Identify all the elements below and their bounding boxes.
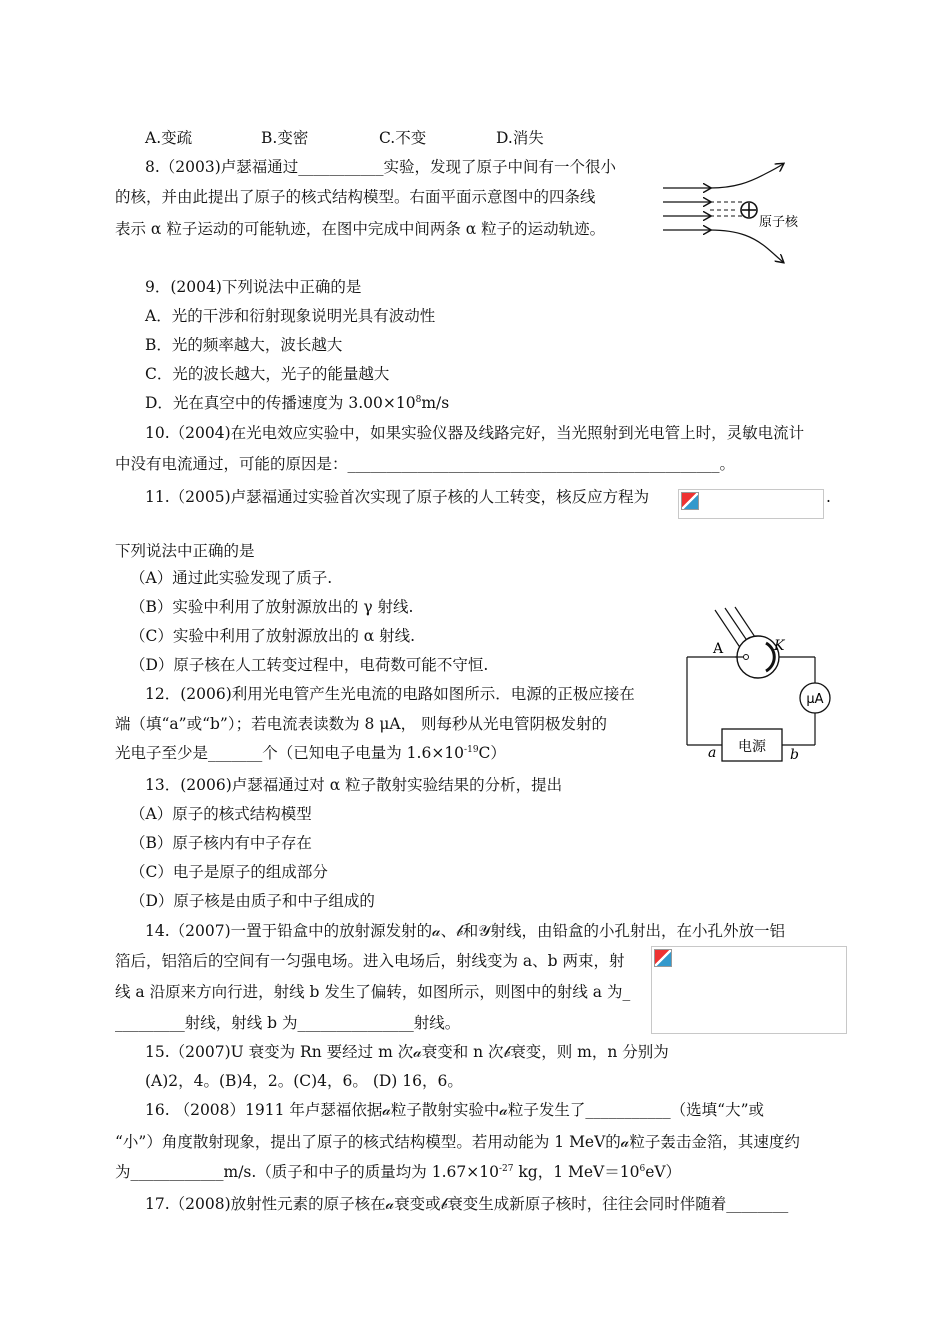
q10-line1: 10.（2004)在光电效应实验中，如果实验仪器及线路完好，当光照射到光电管上时，灵敏电流计 — [145, 424, 805, 442]
alpha-scattering-diagram — [655, 160, 830, 265]
q9-stem: 9．(2004)下列说法中正确的是 — [145, 278, 362, 296]
q16-line1: 16. （2008）1911 年卢瑟福依据𝒶粒子散射实验中𝒶粒子发生了___________（选填“大”或 — [145, 1101, 765, 1119]
q14-line3: 线 a 沿原来方向行进，射线 b 发生了偏转，如图所示，则图中的射线 a 为_ — [115, 983, 631, 1001]
q12-line1: 12．(2006)利用光电管产生光电流的电路如图所示．电源的正极应接在 — [145, 685, 635, 703]
q14-line4: _________射线，射线 b 为_______________射线。 — [115, 1014, 461, 1032]
q7-option-c: C.不变 — [379, 129, 427, 147]
q14-line1: 14.（2007)一置于铅盒中的放射源发射的𝒶、𝒷和𝒴射线，由铅盒的小孔射出，在小孔外放一铝 — [145, 922, 785, 940]
broken-image-icon — [654, 949, 672, 967]
q8-line1: 8.（2003)卢瑟福通过___________实验，发现了原子中间有一个很小 — [145, 158, 617, 176]
q8-line2: 的核，并由此提出了原子的核式结构模型。右面平面示意图中的四条线 — [115, 188, 596, 206]
q9-option-a: A．光的干涉和衍射现象说明光具有波动性 — [145, 307, 436, 325]
broken-image-icon — [681, 492, 699, 510]
anode-label: A — [713, 641, 724, 657]
q7-option-a: A.变疏 — [145, 129, 193, 147]
q13-stem: 13．(2006)卢瑟福通过对 α 粒子散射实验结果的分析，提出 — [145, 776, 563, 794]
terminal-a-label: a — [708, 745, 717, 761]
q9-option-d: D．光在真空中的传播速度为 $3.00\times 10^8m/s$ — [145, 394, 450, 412]
cathode-label: K — [774, 638, 785, 654]
q11-option-a: （A）通过此实验发现了质子. — [130, 569, 333, 587]
q9-option-b: B．光的频率越大，波长越大 — [145, 336, 343, 354]
q13-option-a: （A）原子的核式结构模型 — [130, 805, 312, 823]
q15-line1: 15.（2007)U 衰变为 Rn 要经过 m 次𝒶衰变和 n 次𝒷衰变，则 m，n 分别为 — [145, 1043, 669, 1061]
q9-option-c: C．光的波长越大，光子的能量越大 — [145, 365, 390, 383]
q11-line1-end: . — [826, 488, 831, 506]
q11-option-d: （D）原子核在人工转变过程中，电荷数可能不守恒. — [130, 656, 489, 674]
q15-line2: (A)2，4。(B)4，2。(C)4，6。 (D) 16，6。 — [145, 1072, 463, 1090]
q13-option-b: （B）原子核内有中子存在 — [130, 834, 312, 852]
q17-line1: 17.（2008)放射性元素的原子核在𝒶衰变或𝒷衰变生成新原子核时，往往会同时伴随着________ — [145, 1195, 789, 1213]
nucleus-label: 原子核 — [759, 215, 799, 230]
q12-line2: 端（填“a”或“b”）；若电流表读数为 8 μA， 则每秒从光电管阴极发射的 — [115, 715, 608, 733]
reaction-equation-image — [678, 489, 824, 519]
power-source-label: 电源 — [738, 739, 766, 755]
q11-line1: 11.（2005)卢瑟福通过实验首次实现了原子核的人工转变，核反应方程为 — [145, 488, 650, 506]
q16-line2: “小”）角度散射现象，提出了原子的核式结构模型。若用动能为 1 MeV的𝒶粒子轰击金箔，其速度约 — [115, 1133, 800, 1151]
terminal-b-label: b — [790, 747, 799, 763]
radiation-field-image — [651, 946, 847, 1034]
q7-option-b: B.变密 — [261, 129, 309, 147]
q14-line2: 箔后，铝箔后的空间有一匀强电场。进入电场后，射线变为 a、b 两束，射 — [115, 952, 625, 970]
q11-line2: 下列说法中正确的是 — [115, 542, 255, 560]
microammeter-label: μA — [806, 692, 824, 707]
q8-line3: 表示 α 粒子运动的可能轨迹，在图中完成中间两条 α 粒子的运动轨迹。 — [115, 220, 606, 238]
photoelectric-circuit-diagram — [680, 605, 840, 765]
q7-option-d: D.消失 — [496, 129, 544, 147]
q10-line2: 中没有电流通过，可能的原因是：________________________________________________。 — [115, 455, 736, 473]
q13-option-c: （C）电子是原子的组成部分 — [130, 863, 328, 881]
q11-option-c: （C）实验中利用了放射源放出的 α 射线. — [130, 627, 416, 645]
q13-option-d: （D）原子核是由质子和中子组成的 — [130, 892, 375, 910]
q16-line3: 为____________m/s.（质子和中子的质量均为 $1.67\times 10^{-27}$ kg，1 $MeV=10^6eV$） — [115, 1163, 682, 1181]
q12-line3: 光电子至少是_______个（已知电子电量为 $1.6\times 10^{-19}C$） — [115, 744, 506, 762]
q11-option-b: （B）实验中利用了放射源放出的 γ 射线. — [130, 598, 414, 616]
